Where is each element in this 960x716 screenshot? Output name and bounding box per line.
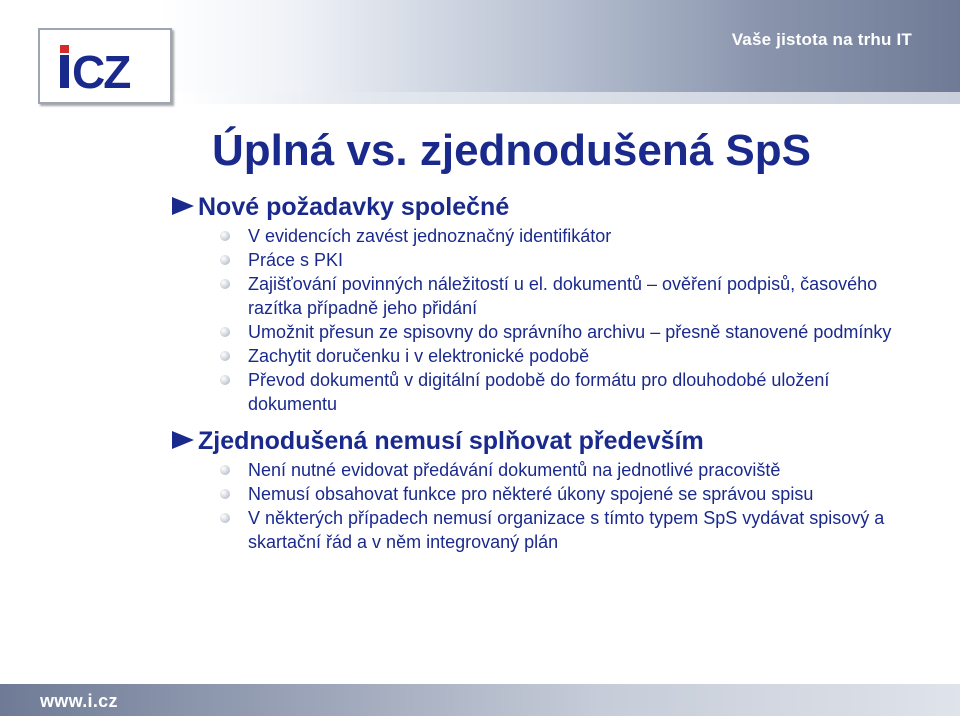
arrow-right-icon — [172, 431, 194, 449]
list-item-text: V některých případech nemusí organizace s tímto typem SpS vydávat spisový a skartační řád a v něm integrovaný plán — [248, 508, 885, 552]
list-item — [248, 482, 902, 506]
list-item — [248, 368, 902, 416]
bullet-dot-icon — [220, 489, 230, 499]
section-heading-text: Zjednodušená nemusí splňovat především — [198, 427, 704, 455]
bullet-dot-icon — [220, 513, 230, 523]
icz-logo — [38, 28, 172, 104]
bullet-dot-icon — [220, 351, 230, 361]
section-heading — [172, 190, 902, 224]
bullet-dot-icon — [220, 255, 230, 265]
logo-text: CZ — [72, 46, 130, 98]
list-item — [248, 272, 902, 320]
section-common — [172, 190, 902, 416]
logo-red-square — [60, 45, 69, 53]
list-item-text: Umožnit přesun ze spisovny do správního archivu – přesně stanovené podmínky — [248, 322, 892, 342]
list-item — [248, 224, 902, 248]
list-item-text: Nemusí obsahovat funkce pro některé úkony spojené se správou spisu — [248, 484, 814, 504]
list-item — [248, 320, 902, 344]
section-simplified — [172, 424, 902, 554]
slide-content — [172, 190, 902, 562]
list-item — [248, 458, 902, 482]
list-item-text: Zachytit doručenku i v elektronické podobě — [248, 346, 590, 366]
list-item-text: Není nutné evidovat předávání dokumentů na jednotlivé pracoviště — [248, 460, 781, 480]
list-item-text: Práce s PKI — [248, 250, 344, 270]
list-item — [248, 344, 902, 368]
footer-url[interactable]: www.i.cz — [40, 691, 118, 711]
slide-title: Úplná vs. zjednodušená SpS — [212, 126, 812, 175]
list-item — [248, 248, 902, 272]
list-item-text: V evidencích zavést jednoznačný identifikátor — [248, 226, 612, 246]
footer-bar — [0, 684, 960, 716]
bullet-dot-icon — [220, 279, 230, 289]
logo-i-stem — [60, 55, 69, 88]
icz-logo-icon — [40, 30, 170, 102]
bullet-list — [172, 224, 902, 416]
tagline: Vaše jistota na trhu IT — [731, 30, 912, 49]
section-heading-text: Nové požadavky společné — [198, 193, 510, 221]
arrow-right-icon — [172, 197, 194, 215]
bullet-dot-icon — [220, 375, 230, 385]
list-item-text: Zajišťování povinných náležitostí u el. dokumentů – ověření podpisů, časového razítka případně jeho přidání — [248, 274, 878, 318]
bullet-list — [172, 458, 902, 554]
list-item-text: Převod dokumentů v digitální podobě do formátu pro dlouhodobé uložení dokumentu — [248, 370, 830, 414]
section-heading — [172, 424, 902, 458]
bullet-dot-icon — [220, 327, 230, 337]
list-item — [248, 506, 902, 554]
bullet-dot-icon — [220, 465, 230, 475]
bullet-dot-icon — [220, 231, 230, 241]
